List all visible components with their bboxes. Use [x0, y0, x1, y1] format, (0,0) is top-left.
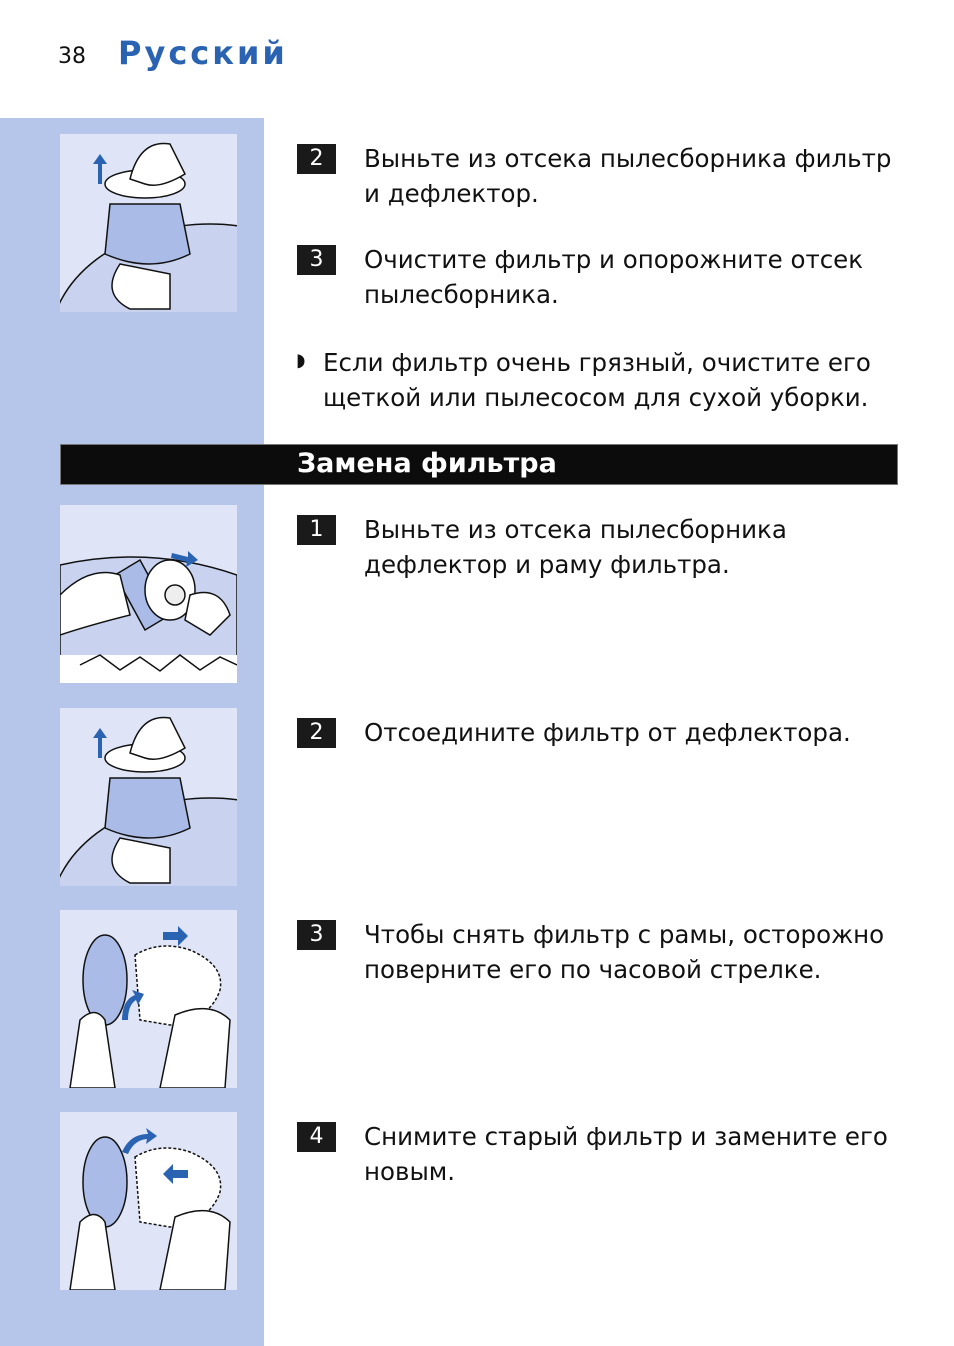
arrow-up-icon [93, 154, 107, 184]
step-3-number: 3 [297, 920, 336, 950]
step-2-text: Отсоедините фильтр от дефлектора. [364, 718, 851, 747]
step-1-text: Выньте из отсека пылесборника дефлектор и раму фильтра. [364, 515, 787, 579]
arrow-up-icon [93, 728, 107, 758]
step-3-text: Чтобы снять фильтр с рамы, осторожно поверните его по часовой стрелке. [364, 920, 885, 984]
step-top-3-text: Очистите фильтр и опорожните отсек пылесборника. [364, 245, 864, 309]
step-2-number: 2 [297, 718, 336, 748]
step-1-number: 1 [297, 515, 336, 545]
illustration-turn-filter [60, 910, 237, 1088]
step-top-2-number: 2 [297, 144, 336, 174]
illustration-remove-frame [60, 505, 237, 683]
illustration-replace-filter [60, 1112, 237, 1290]
language-title: Русский [118, 34, 288, 72]
section-bar [60, 444, 898, 485]
illustration-detach-filter [60, 708, 237, 886]
illustration-remove-filter [60, 134, 237, 312]
bullet-text: Если фильтр очень грязный, очистите его щеткой или пылесосом для сухой уборки. [323, 348, 871, 412]
page-number: 38 [58, 44, 86, 69]
step-4-text: Снимите старый фильтр и замените его новым. [364, 1122, 888, 1186]
bullet-icon: ◗ [296, 350, 306, 371]
step-4-number: 4 [297, 1122, 336, 1152]
section-title: Замена фильтра [297, 448, 557, 479]
step-top-2-text: Выньте из отсека пылесборника фильтр и дефлектор. [364, 144, 892, 208]
step-top-3-number: 3 [297, 245, 336, 275]
arrow-right-icon [163, 926, 188, 946]
